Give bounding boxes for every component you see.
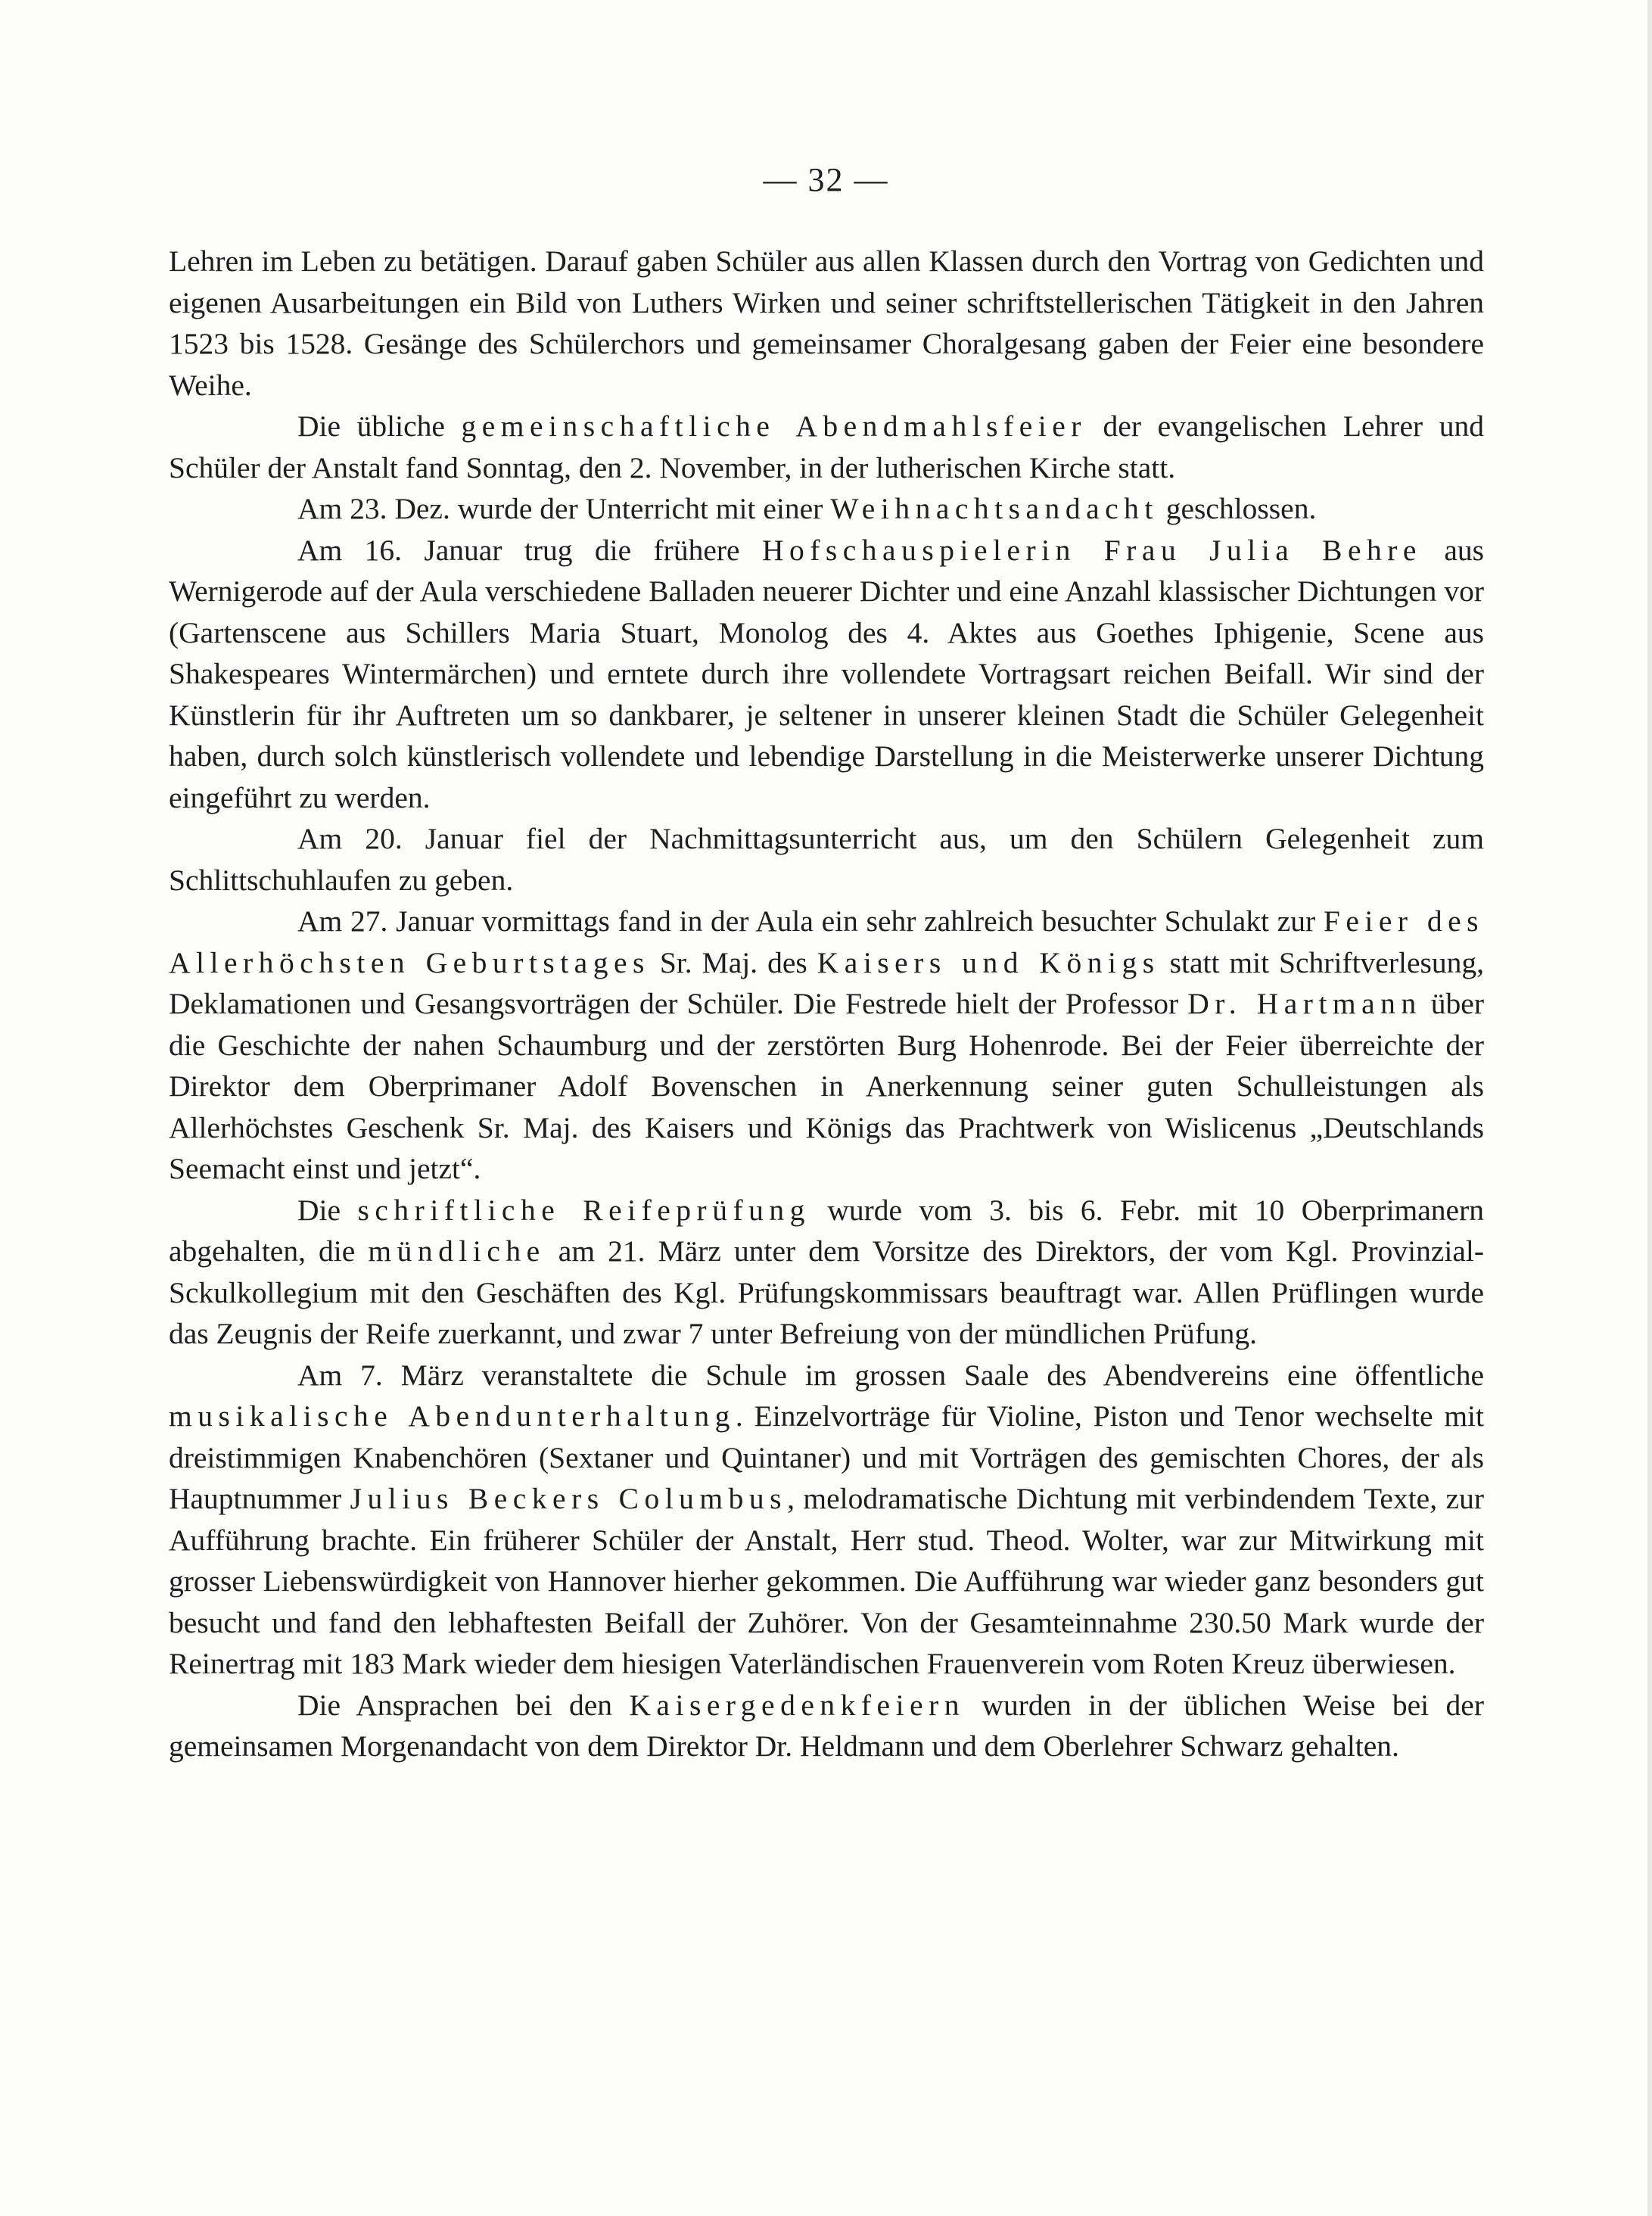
- emphasized-text: schriftliche Reifeprüfung: [357, 1193, 810, 1227]
- paragraph-schlittschuhlaufen: [169, 818, 1484, 901]
- emphasized-text: Feier des Allerhöchsten Geburtstages: [169, 904, 1484, 979]
- emphasized-text: Kaisergedenkfeiern: [629, 1688, 966, 1722]
- paragraph-abendmahlsfeier: [169, 406, 1484, 488]
- text-run: über die Geschichte der nahen Schaumburg und der zerstörten Burg Hohenrode. Bei der Feier überreichte der Direktor dem Oberprimaner Adolf Bovenschen in Anerkennung seiner guten Schulleistungen als Allerhöchstes Geschenk Sr. Maj. des Kaisers und Königs das Prachtwerk von Wislicenus „Deutschlands Seemacht einst und jetzt“.: [169, 987, 1484, 1185]
- emphasized-text: mündliche: [368, 1234, 546, 1268]
- paragraph-weihnachtsandacht: [169, 488, 1484, 530]
- text-run: Sr. Maj. des: [649, 945, 817, 979]
- paragraph-abendunterhaltung: [169, 1355, 1484, 1685]
- emphasized-text: Hofschauspielerin Frau Julia Behre: [761, 533, 1422, 567]
- text-run: geschlossen.: [1158, 492, 1317, 525]
- emphasized-text: Kaisers und Königs: [817, 945, 1160, 979]
- scan-edge-shadow: [1647, 0, 1652, 2216]
- paragraph-kaisers-geburtstag: [169, 901, 1484, 1190]
- text-run: , melodramatische Dichtung mit verbindendem Texte, zur Aufführung brachte. Ein früherer Schüler der Anstalt, Herr stud. Theod. Wolter, war zur Mitwirkung mit grosser Liebenswürdigkeit von Hannover hierher gekommen. Die Aufführung war wieder ganz besonders gut besucht und fand den lebhaftesten Beifall der Zuhörer. Von der Gesamteinnahme 230.50 Mark wurde der Reinertrag mit 183 Mark wieder dem hiesigen Vaterländischen Frauenverein vom Roten Kreuz überwiesen.: [169, 1482, 1484, 1680]
- text-run: Am 20. Januar fiel der Nachmittagsunterricht aus, um den Schülern Gelegenheit zum Schlittschuhlaufen zu geben.: [169, 822, 1484, 897]
- paragraph-rezitation-behre: [169, 530, 1484, 819]
- emphasized-text: musikalische Abendunterhaltung: [169, 1399, 736, 1433]
- text-run: Lehren im Leben zu betätigen. Darauf gaben Schüler aus allen Klassen durch den Vortrag von Gedichten und eigenen Ausarbeitungen ein Bild von Luthers Wirken und seiner schriftstellerischen Tätigkeit in den Jahren 1523 bis 1528. Gesänge des Schülerchors und gemeinsamer Choralgesang gaben der Feier eine besondere Weihe.: [169, 244, 1484, 402]
- text-run: Am 27. Januar vormittags fand in der Aula ein sehr zahlreich besuchter Schulakt zur: [297, 904, 1324, 938]
- emphasized-text: Weihnachtsandacht: [830, 492, 1159, 525]
- paragraph-kaisergedenkfeiern: [169, 1685, 1484, 1767]
- text-run: aus Wernigerode auf der Aula verschiedene Balladen neuerer Dichter und eine Anzahl klassischer Dichtungen vor (Gartenscene aus Schillers Maria Stuart, Monolog des 4. Aktes aus Goethes Iphigenie, Scene aus Shakespeares Wintermärchen) und erntete durch ihre vollendete Vortragsart reichen Beifall. Wir sind der Künstlerin für ihr Auftreten um so dankbarer, je seltener in unserer kleinen Stadt die Schüler Gelegenheit haben, durch solch künstlerisch vollendete und lebendige Darstellung in die Meisterwerke unserer Dichtung eingeführt zu werden.: [169, 533, 1485, 814]
- emphasized-text: Dr. Hartmann: [1187, 987, 1422, 1020]
- text-run: . Einzelvorträge für Violine, Piston und Tenor wechselte mit dreistimmigen Knabenchören (Sextaner und Quintaner) und mit Vorträgen des gemischten Chores, der als Hauptnummer: [169, 1399, 1485, 1515]
- text-run: wurde vom 3. bis 6. Febr. mit 10 Oberprimanern abgehalten, die: [169, 1193, 1484, 1268]
- text-run: der evangelischen Lehrer und Schüler der Anstalt fand Sonntag, den 2. November, in der lutherischen Kirche statt.: [169, 409, 1484, 484]
- text-run: Die Ansprachen bei den: [297, 1688, 630, 1722]
- paragraph-luther-feier: [169, 241, 1484, 406]
- emphasized-text: Julius Beckers Columbus: [350, 1482, 788, 1515]
- body-text: [169, 241, 1484, 1767]
- text-run: wurden in der üblichen Weise bei der gemeinsamen Morgenandacht von dem Direktor Dr. Heldmann und dem Oberlehrer Schwarz gehalten.: [169, 1688, 1484, 1763]
- emphasized-text: gemeinschaftliche Abendmahlsfeier: [461, 409, 1087, 443]
- page-number: — 32 —: [763, 161, 889, 198]
- text-run: statt mit Schriftverlesung, Deklamationen und Gesangsvorträgen der Schüler. Die Festrede hielt der Professor: [169, 945, 1484, 1020]
- text-run: Am 7. März veranstaltete die Schule im grossen Saale des Abendvereins eine öffentliche: [297, 1358, 1484, 1392]
- text-run: Am 23. Dez. wurde der Unterricht mit einer: [297, 492, 831, 525]
- text-run: Die übliche: [297, 409, 462, 443]
- text-run: Die: [297, 1193, 358, 1227]
- text-run: Am 16. Januar trug die frühere: [297, 533, 762, 567]
- text-run: am 21. März unter dem Vorsitze des Direktors, der vom Kgl. Provinzial-Sckulkollegium mit den Geschäften des Kgl. Prüfungskommissars beauftragt war. Allen Prüflingen wurde das Zeugnis der Reife zuerkannt, und zwar 7 unter Befreiung von der mündlichen Prüfung.: [169, 1234, 1484, 1350]
- paragraph-reifepruefung: [169, 1190, 1484, 1355]
